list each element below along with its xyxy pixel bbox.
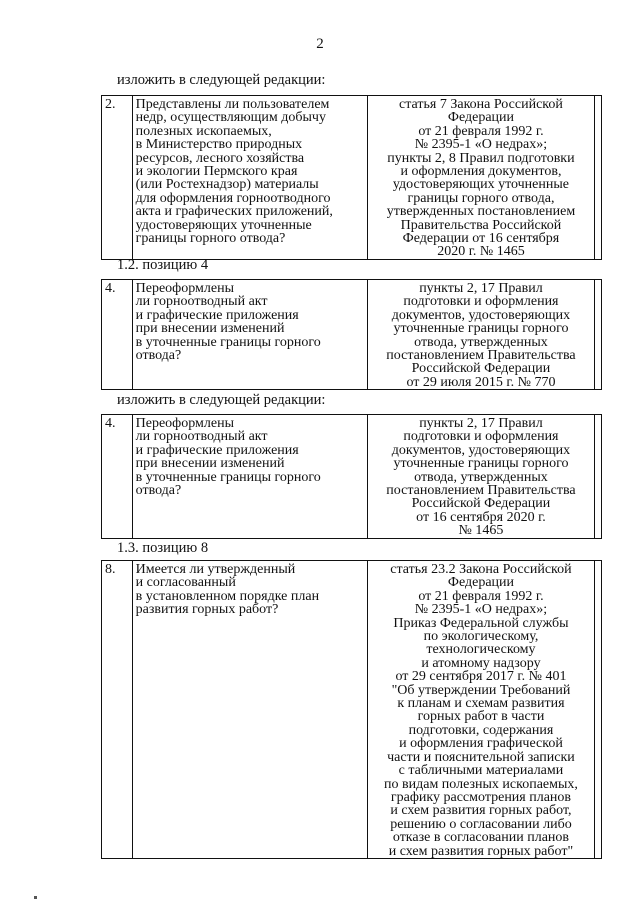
- cell-line: утвержденных постановлением: [386, 204, 576, 220]
- reference-cell: [368, 96, 594, 260]
- cell-line: Федерации от 16 сентября: [402, 231, 560, 247]
- cell-line: 2020 г. № 1465: [437, 244, 525, 260]
- cell-line: документов, удостоверяющих: [391, 442, 571, 458]
- cell-line: "Об утверждении Требований: [391, 682, 571, 698]
- cell-line: ли горноотводный акт: [135, 294, 268, 310]
- cell-line: с табличными материалами: [398, 763, 564, 779]
- cell-line: горных работ в части: [417, 709, 545, 725]
- answer-cell: [594, 415, 601, 539]
- cell-line: границы горного отвода?: [135, 231, 286, 247]
- paragraph-position-8: 1.3. позицию 8: [117, 540, 209, 556]
- table-row: [102, 96, 602, 260]
- cell-line: от 16 сентября 2020 г.: [416, 509, 546, 525]
- cell-line: Правительства Российской: [400, 217, 562, 233]
- scan-dot: [34, 896, 37, 899]
- cell-line: № 2395-1 «О недрах»;: [414, 137, 548, 153]
- cell-line: от 21 февраля 1992 г.: [418, 588, 544, 604]
- cell-line: и атомному надзору: [421, 655, 541, 671]
- cell-line: подготовки и оформления: [403, 429, 559, 445]
- cell-line: и графические приложения: [135, 307, 299, 323]
- cell-line: при внесении изменений: [135, 456, 285, 472]
- cell-line: уточненные границы горного: [393, 456, 569, 472]
- cell-line: в установленном порядке план: [135, 588, 320, 604]
- cell-line: и оформления графической: [399, 736, 563, 752]
- cell-line: пункты 2, 17 Правил: [419, 281, 543, 296]
- cell-line: графику рассмотрения планов: [390, 789, 572, 805]
- cell-line: Переоформлены: [135, 416, 234, 431]
- cell-line: подготовки, содержания: [408, 722, 554, 738]
- cell-line: по видам полезных ископаемых,: [384, 776, 578, 792]
- page-number: 2: [316, 36, 324, 52]
- question-cell: [132, 561, 368, 859]
- answer-cell: [594, 280, 601, 390]
- reference-cell: [368, 561, 594, 859]
- cell-line: от 29 сентября 2017 г. № 401: [395, 669, 567, 685]
- cell-line: недр, осуществляющим добычу: [135, 110, 326, 126]
- table-position-8: [101, 560, 602, 859]
- question-cell: [132, 280, 368, 390]
- cell-line: статья 23.2 Закона Российской: [390, 562, 572, 577]
- cell-line: ресурсов, лесного хозяйства: [135, 150, 305, 166]
- cell-line: при внесении изменений: [135, 321, 285, 337]
- reference-cell: [368, 415, 594, 539]
- cell-line: (или Ростехнадзор) материалы: [135, 177, 319, 193]
- cell-line: постановлением Правительства: [386, 348, 576, 364]
- cell-line: отвода, утвержденных: [414, 469, 548, 485]
- answer-cell: [594, 561, 601, 859]
- table-row: [102, 561, 602, 859]
- cell-line: части и пояснительной записки: [387, 749, 575, 765]
- cell-line: для оформления горноотводного: [135, 190, 331, 206]
- cell-line: ли горноотводный акт: [135, 429, 268, 445]
- cell-line: и схем развития горных работ,: [390, 803, 572, 819]
- row-number: 4.: [102, 280, 133, 390]
- cell-line: № 1465: [458, 523, 504, 539]
- cell-line: удостоверяющих уточненные: [135, 217, 312, 233]
- cell-line: пункты 2, 8 Правил подготовки: [387, 150, 575, 166]
- cell-line: Приказ Федеральной службы: [393, 615, 569, 631]
- cell-line: полезных ископаемых,: [135, 123, 272, 139]
- cell-line: от 21 февраля 1992 г.: [418, 123, 544, 139]
- cell-line: отвода?: [135, 348, 182, 364]
- cell-line: и экологии Пермского края: [135, 164, 298, 180]
- cell-line: и графические приложения: [135, 442, 299, 458]
- cell-line: и схем развития горных работ": [388, 843, 574, 859]
- cell-line: отказе в согласовании планов: [392, 830, 570, 846]
- cell-line: решению о согласовании либо: [390, 816, 572, 832]
- table-position-2: [101, 95, 602, 260]
- table-row: [102, 415, 602, 539]
- cell-line: постановлением Правительства: [386, 483, 576, 499]
- table-position-4-old: [101, 279, 602, 390]
- paragraph-edit-instruction-1: изложить в следующей редакции:: [117, 72, 326, 88]
- cell-line: № 2395-1 «О недрах»;: [414, 602, 548, 618]
- cell-line: Российской Федерации: [411, 361, 551, 377]
- cell-line: подготовки и оформления: [403, 294, 559, 310]
- cell-line: технологическому: [426, 642, 536, 658]
- cell-line: удостоверяющих уточненные: [392, 177, 569, 193]
- cell-line: по экологическому,: [423, 629, 539, 645]
- cell-line: акта и графических приложений,: [135, 204, 333, 220]
- cell-line: Федерации: [447, 110, 515, 126]
- cell-line: от 29 июля 2015 г. № 770: [406, 374, 556, 390]
- cell-line: документов, удостоверяющих: [391, 307, 571, 323]
- table-row: [102, 280, 602, 390]
- cell-line: границы горного отвода,: [407, 190, 555, 206]
- question-cell: [132, 96, 368, 260]
- cell-line: Российской Федерации: [411, 496, 551, 512]
- cell-line: Федерации: [447, 575, 515, 591]
- cell-line: в уточненные границы горного: [135, 334, 321, 350]
- row-number: 4.: [102, 415, 133, 539]
- table-position-4-new: [101, 414, 602, 539]
- cell-line: отвода, утвержденных: [414, 334, 548, 350]
- paragraph-edit-instruction-2: изложить в следующей редакции:: [117, 392, 326, 408]
- cell-line: развития горных работ?: [135, 602, 279, 618]
- question-cell: [132, 415, 368, 539]
- cell-line: Имеется ли утвержденный: [135, 562, 296, 577]
- cell-line: и согласованный: [135, 575, 236, 591]
- paragraph-position-4: 1.2. позицию 4: [117, 257, 209, 273]
- cell-line: уточненные границы горного: [393, 321, 569, 337]
- cell-line: статья 7 Закона Российской: [399, 97, 563, 112]
- cell-line: Переоформлены: [135, 281, 234, 296]
- cell-line: и оформления документов,: [400, 164, 562, 180]
- cell-line: к планам и схемам развития: [397, 696, 565, 712]
- cell-line: в Министерство природных: [135, 137, 303, 153]
- row-number: 8.: [102, 561, 133, 859]
- cell-line: Представлены ли пользователем: [135, 97, 330, 112]
- reference-cell: [368, 280, 594, 390]
- cell-line: отвода?: [135, 483, 182, 499]
- cell-line: в уточненные границы горного: [135, 469, 321, 485]
- row-number: 2.: [102, 96, 133, 260]
- answer-cell: [594, 96, 601, 260]
- cell-line: пункты 2, 17 Правил: [419, 416, 543, 431]
